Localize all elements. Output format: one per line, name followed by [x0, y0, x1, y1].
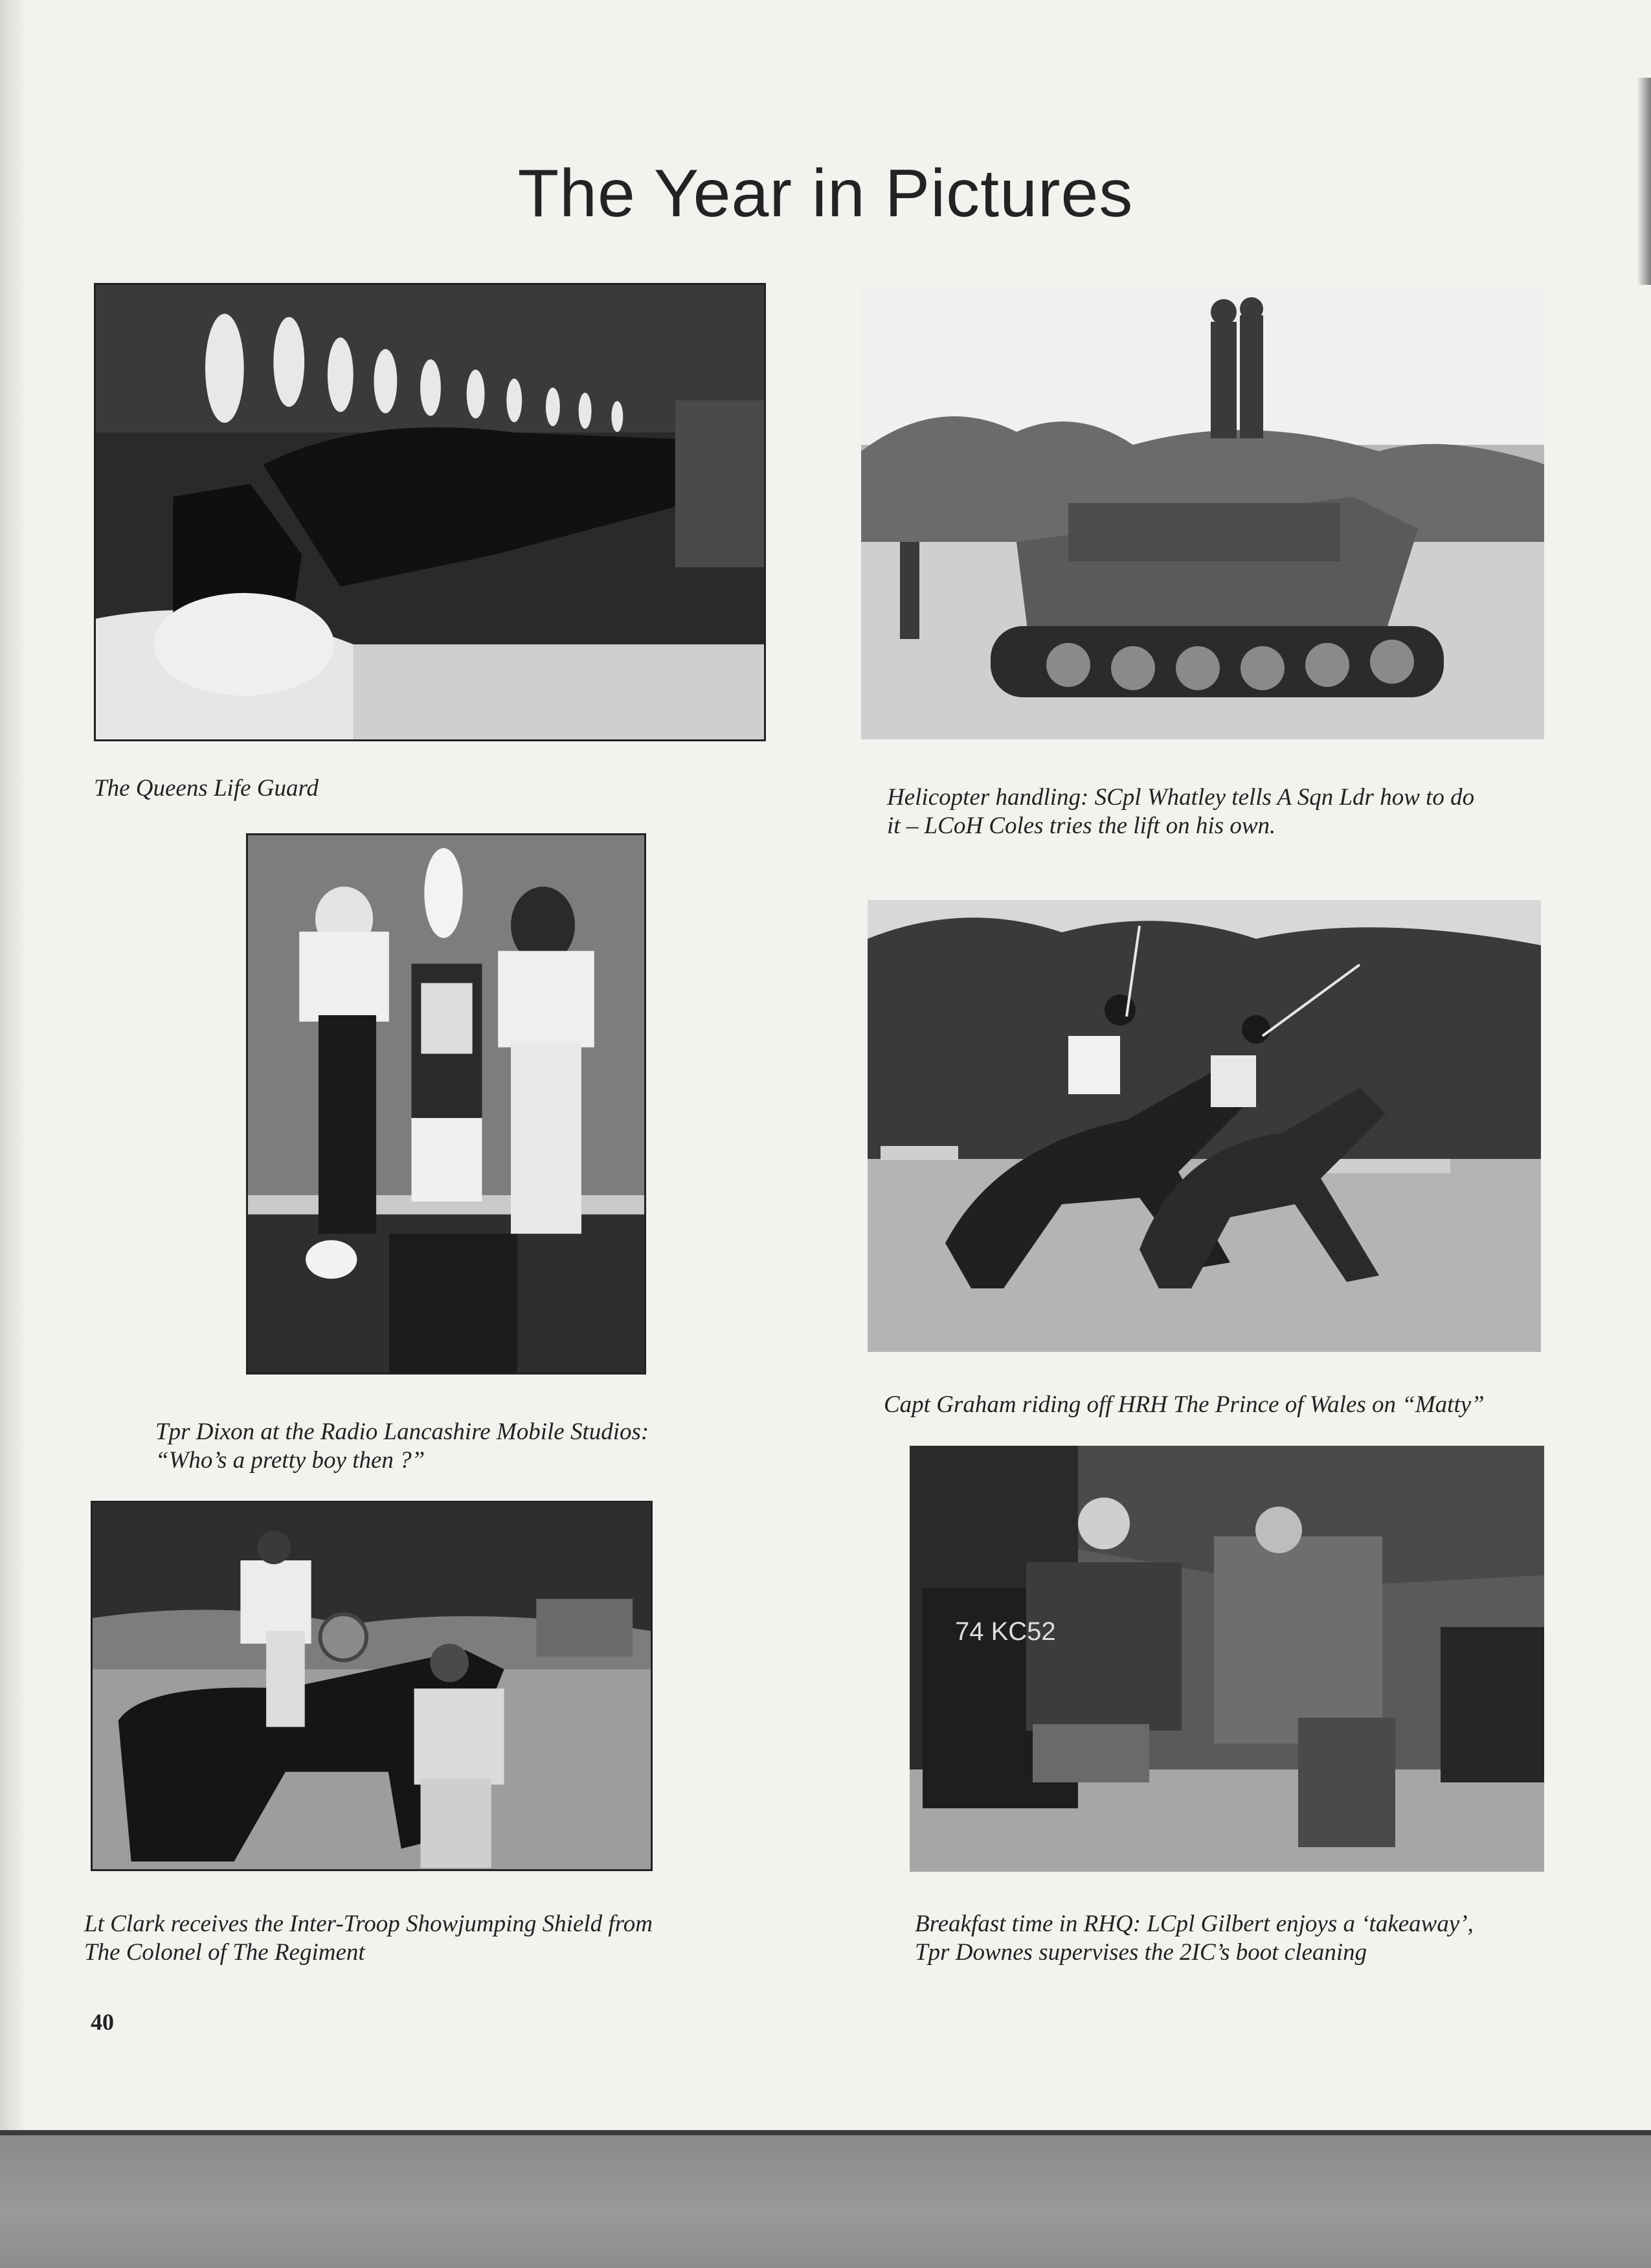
photo-tpr-dixon — [246, 833, 646, 1375]
caption-tpr-dixon — [155, 1418, 649, 1475]
caption-helicopter-line-2: it – LCoH Coles tries the lift on his own. — [887, 813, 1276, 839]
page-number: 40 — [91, 2009, 114, 2035]
caption-dixon-line-1: Tpr Dixon at the Radio Lancashire Mobile Studios: — [155, 1419, 649, 1445]
photo-polo-riders — [868, 900, 1541, 1352]
scanner-bed-strip — [0, 2130, 1651, 2268]
scan-shadow-left — [0, 0, 26, 2130]
caption-lt-clark — [84, 1910, 653, 1967]
caption-breakfast-line-2: Tpr Downes supervises the 2IC’s boot cleaning — [915, 1939, 1367, 1966]
caption-dixon-line-2: “Who’s a pretty boy then ?” — [155, 1447, 425, 1474]
caption-clark-line-2: The Colonel of The Regiment — [84, 1939, 365, 1966]
caption-helicopter-line-1: Helicopter handling: SCpl Whatley tells A Sqn Ldr how to do — [887, 784, 1475, 811]
photo-breakfast-rhq — [910, 1446, 1544, 1872]
caption-breakfast-line-1: Breakfast time in RHQ: LCpl Gilbert enjoys a ‘takeaway’, — [915, 1911, 1474, 1937]
photo-lt-clark-shield — [91, 1501, 653, 1871]
photo-helicopter-handling — [861, 283, 1544, 739]
caption-breakfast-rhq — [915, 1910, 1474, 1967]
page-title: The Year in Pictures — [517, 155, 1134, 231]
truck-plate-text: 74 KC52 — [955, 1617, 1056, 1646]
caption-helicopter-handling — [887, 783, 1474, 840]
photo-queens-life-guard — [94, 283, 766, 741]
caption-capt-graham: Capt Graham riding off HRH The Prince of Wales on “Matty” — [884, 1391, 1485, 1418]
caption-queens-life-guard: The Queens Life Guard — [94, 775, 319, 802]
caption-clark-line-1: Lt Clark receives the Inter-Troop Showjumping Shield from — [84, 1911, 653, 1937]
